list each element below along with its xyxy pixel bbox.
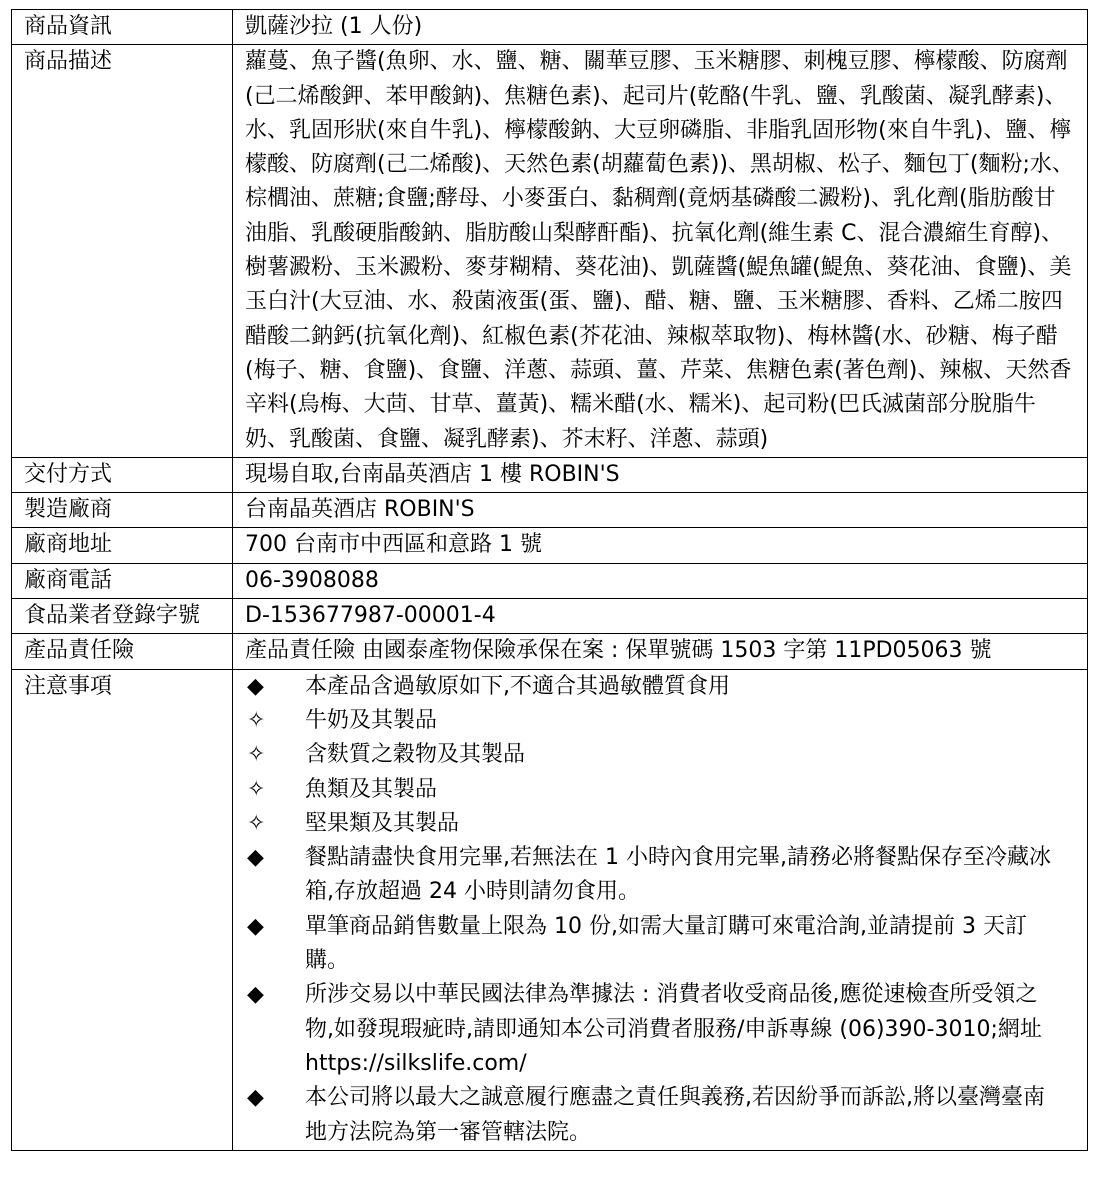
row-product-info [12,10,1088,45]
row-product-description [12,45,1088,458]
value-manufacturer: 台南晶英酒店 ROBIN'S [233,493,1088,528]
value-delivery-method: 現場自取,台南晶英酒店 1 樓 ROBIN'S [233,457,1088,492]
four-point-star-bullet-icon: ✧ [247,776,266,802]
note-text: 本公司將以最大之誠意履行應盡之責任與義務,若因紛爭而訴訟,將以臺灣臺南地方法院為第一審管轄法院。 [305,1085,1045,1145]
row-notes [12,669,1088,1150]
label-product-liability-insurance: 產品責任險 [12,634,233,669]
diamond-bullet-icon: ◆ [247,913,264,939]
row-delivery-method [12,457,1088,492]
label-manufacturer-address: 廠商地址 [12,528,233,563]
note-text: 含麩質之穀物及其製品 [305,742,526,768]
diamond-bullet-icon: ◆ [247,673,264,699]
value-manufacturer-address: 700 台南市中西區和意路 1 號 [233,528,1088,563]
label-product-info: 商品資訊 [12,10,233,45]
row-manufacturer [12,493,1088,528]
four-point-star-bullet-icon: ✧ [247,707,266,733]
value-product-description: 蘿蔓、魚子醬(魚卵、水、鹽、糖、關華豆膠、玉米糖膠、刺槐豆膠、檸檬酸、防腐劑(己二烯酸鉀、苯甲酸鈉)、焦糖色素)、起司片(乾酪(牛乳、鹽、乳酸菌、凝乳酵素)、水、乳固形狀(來自牛乳)、檸檬酸鈉、大豆卵磷脂、非脂乳固形物(來自牛乳)、鹽、檸檬酸、防腐劑(己二烯酸)、天然色素(胡蘿蔔色素))、黑胡椒、松子、麵包丁(麵粉;水、棕櫚油、蔗糖;食鹽;酵母、小麥蛋白、黏稠劑(竟炳基磷酸二澱粉)、乳化劑(脂肪酸甘油脂、乳酸硬脂酸鈉、脂肪酸山梨酵酐酯)、抗氧化劑(維生素 C、混合濃縮生育醇)、樹薯澱粉、玉米澱粉、麥芽糊精、葵花油)、凱薩醬(鯷魚罐(鯷魚、葵花油、食鹽)、美玉白汁(大豆油、水、殺菌液蛋(蛋、鹽)、醋、糖、鹽、玉米糖膠、香料、乙烯二胺四醋酸二鈉鈣(抗氧化劑)、紅椒色素(芥花油、辣椒萃取物)、梅林醬(水、砂糖、梅子醋(梅子、糖、食鹽)、食鹽、洋蔥、蒜頭、薑、芹菜、焦糖色素(著色劑)、辣椒、天然香辛料(烏梅、大茴、甘草、薑黃)、糯米醋(水、糯米)、起司粉(巴氏滅菌部分脫脂牛奶、乳酸菌、食鹽、凝乳酵素)、芥末籽、洋蔥、蒜頭) [233,45,1088,458]
label-notes: 注意事項 [12,669,233,1150]
diamond-bullet-icon: ◆ [247,1085,264,1111]
label-manufacturer: 製造廠商 [12,493,233,528]
diamond-bullet-icon: ◆ [247,982,264,1008]
label-product-description: 商品描述 [12,45,233,458]
value-product-liability-insurance: 產品責任險 由國泰產物保險承保在案 : 保單號碼 1503 字第 11PD05063 號 [233,634,1088,669]
value-notes [233,669,1088,1150]
row-food-business-registration [12,599,1088,634]
note-item [245,670,1075,704]
note-item [245,978,1075,1081]
note-text: 牛奶及其製品 [305,707,438,733]
note-item [245,910,1075,979]
four-point-star-bullet-icon: ✧ [247,742,266,768]
note-text: 堅果類及其製品 [305,810,460,836]
note-text: 本產品含過敏原如下,不適合其過敏體質食用 [305,673,730,699]
row-manufacturer-phone [12,563,1088,598]
note-item [245,1081,1075,1150]
label-food-business-registration: 食品業者登錄字號 [12,599,233,634]
product-info-table [11,9,1088,1151]
note-text: 單筆商品銷售數量上限為 10 份,如需大量訂購可來電洽詢,並請提前 3 天訂購。 [305,913,1027,974]
value-manufacturer-phone: 06-3908088 [233,563,1088,598]
row-manufacturer-address [12,528,1088,563]
note-text: 餐點請盡快食用完畢,若無法在 1 小時內食用完畢,請務必將餐點保存至冷藏冰箱,存放超過 24 小時則請勿食用。 [305,845,1051,905]
notes-list [245,670,1075,1150]
label-manufacturer-phone: 廠商電話 [12,563,233,598]
note-item [245,841,1075,910]
note-item [245,807,1075,841]
note-item [245,704,1075,738]
value-food-business-registration: D-153677987-00001-4 [233,599,1088,634]
note-item [245,738,1075,772]
four-point-star-bullet-icon: ✧ [247,810,266,836]
label-delivery-method: 交付方式 [12,457,233,492]
value-product-info: 凱薩沙拉 (1 人份) [233,10,1088,45]
diamond-bullet-icon: ◆ [247,845,264,871]
note-text: 所涉交易以中華民國法律為準據法 : 消費者收受商品後,應從速檢查所受領之物,如發現瑕疵時,請即通知本公司消費者服務/申訴專線 (06)390-3010;網址 https://silkslife.com/ [305,982,1042,1076]
row-product-liability-insurance [12,634,1088,669]
note-item [245,773,1075,807]
note-text: 魚類及其製品 [305,776,438,802]
